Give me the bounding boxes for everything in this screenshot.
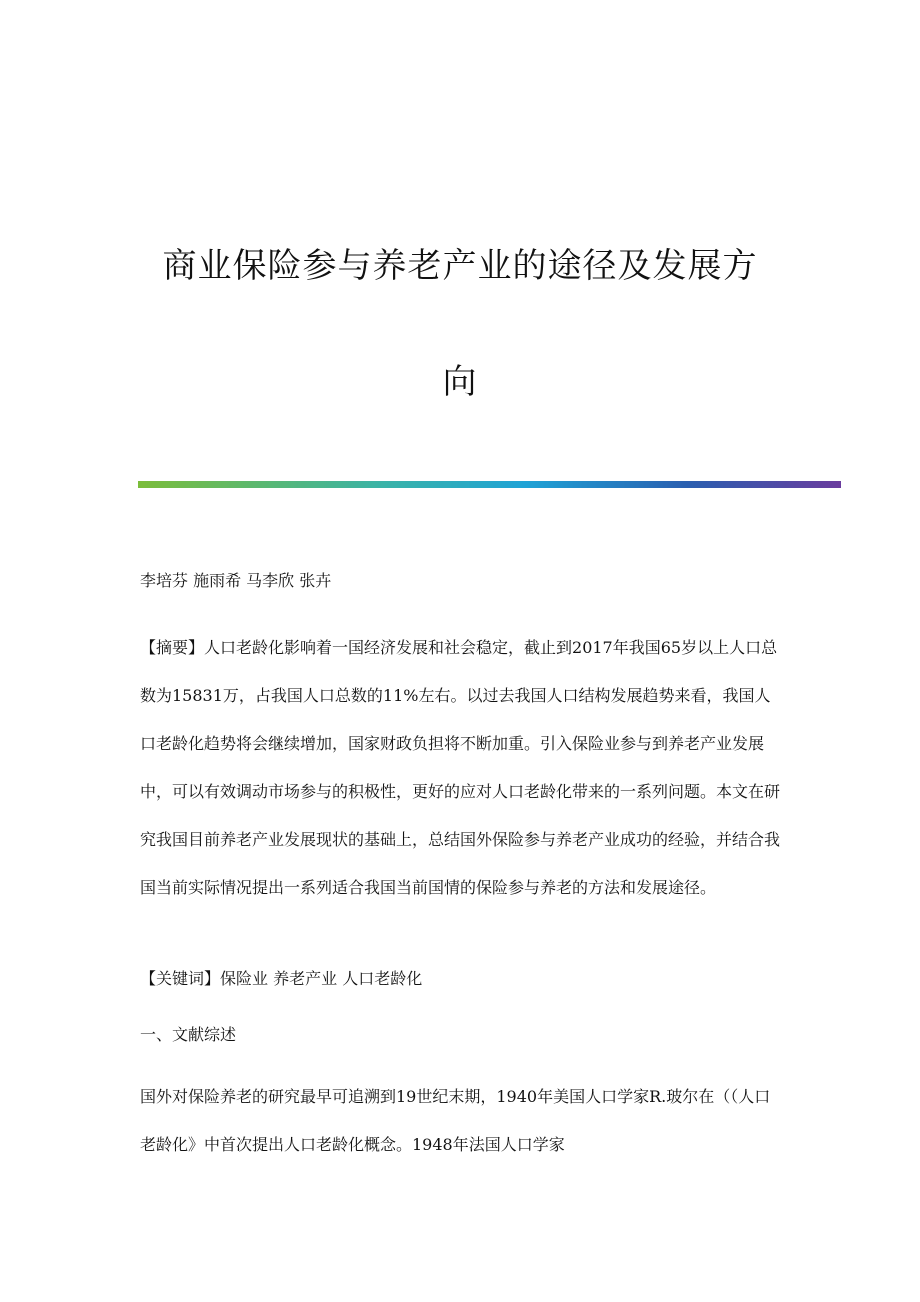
keywords-text: 保险业 养老产业 人口老龄化 [220,969,423,988]
title-divider-bar [138,481,841,488]
author-list: 李培芬 施雨希 马李欣 张卉 [140,571,332,590]
document-title [120,208,800,440]
keywords-line [140,966,780,989]
title-line-2: 向 [442,362,478,402]
abstract-paragraph [140,624,780,912]
keywords-label: 【关键词】 [140,969,221,988]
title-line-1: 商业保险参与养老产业的途径及发展方 [162,246,758,286]
abstract-text: 人口老龄化影响着一国经济发展和社会稳定，截止到2017年我国65岁以上人口总数为15831万，占我国人口总数的11%左右。以过去我国人口结构发展趋势来看，我国人口老龄化趋势将会继续增加，国家财政负担将不断加重。引入保险业参与到养老产业发展中，可以有效调动市场参与的积极性，更好的应对人口老龄化带来的一系列问题。本文在研究我国目前养老产业发展现状的基础上，总结国外保险参与养老产业成功的经验，并结合我国当前实际情况提出一系列适合我国当前国情的保险参与养老的方法和发展途径。 [140,638,781,897]
section-paragraph: 国外对保险养老的研究最早可追溯到19世纪末期，1940年美国人口学家R.玻尔在（（人口老龄化》中首次提出人口老龄化概念。1948年法国人口学家 [140,1087,771,1154]
section-heading: 一、文献综述 [140,1025,237,1044]
abstract-label: 【摘要】 [140,638,205,657]
